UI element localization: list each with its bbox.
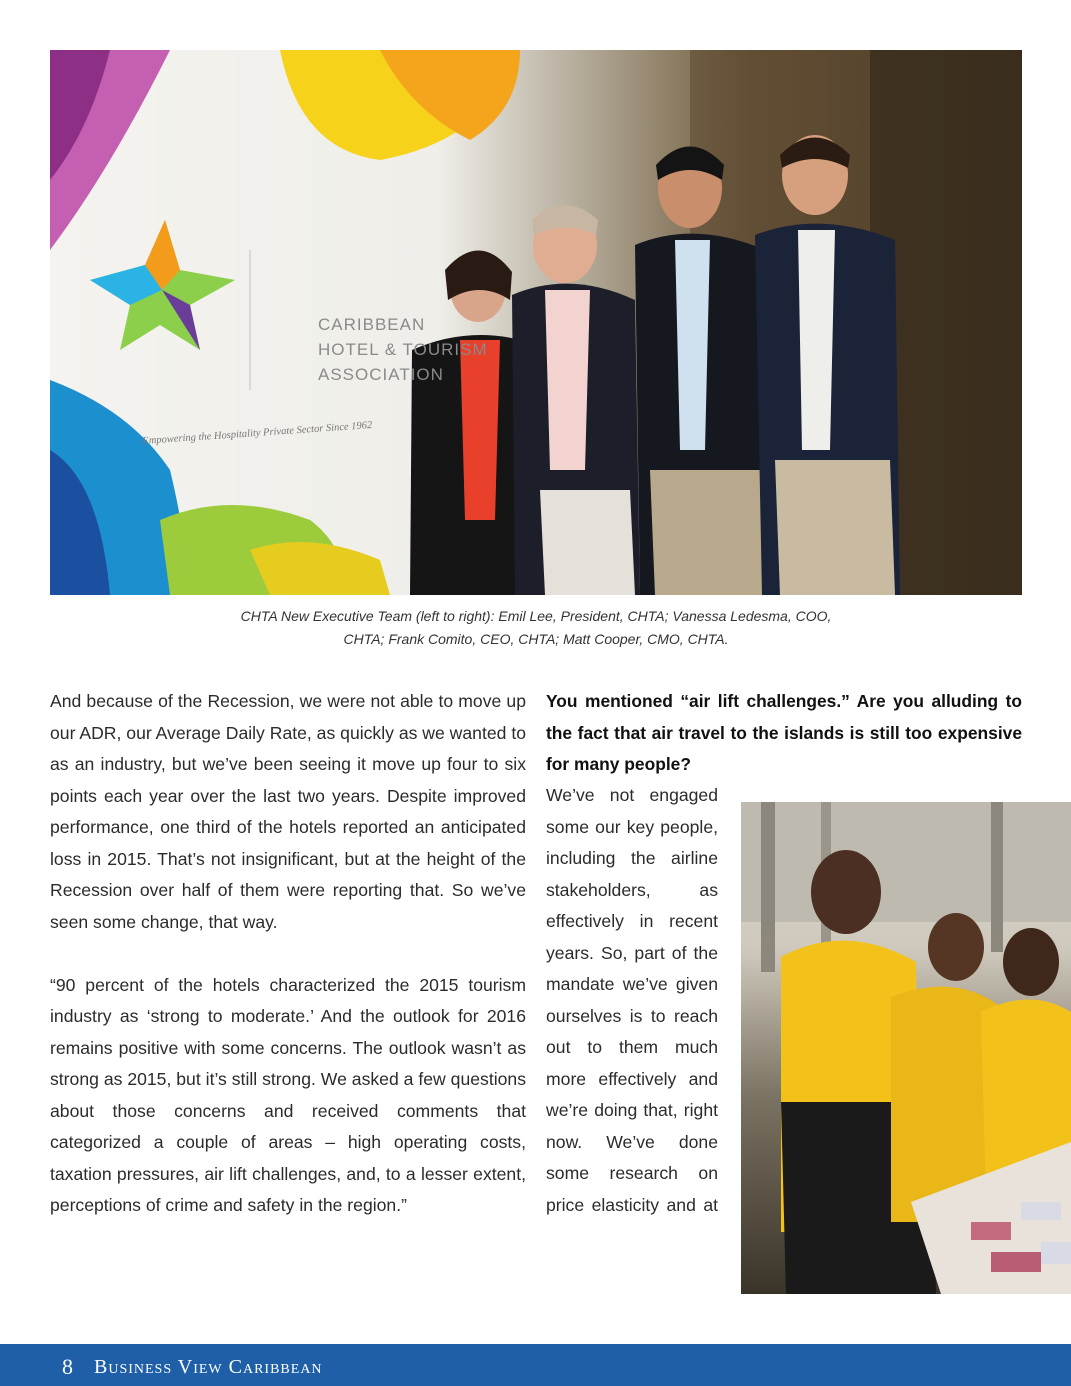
publication-title: Business View Caribbean (94, 1356, 323, 1378)
left-column (50, 686, 526, 1222)
executive-team-photo (50, 50, 1022, 595)
logo-line-2: HOTEL & TOURISM (318, 340, 488, 359)
interview-answer: We’ve not engaged some our key people, including the airline stakeholders, as effectively in recent years. So, part of the mandate we’ve given ourselves is to reach out to them much more effectively and we’re doing that, right now. We’ve done some research on price elasticity and at (546, 785, 718, 1215)
logo-line-3: ASSOCIATION (318, 365, 444, 384)
caption-line-1: CHTA New Executive Team (left to right): Emil Lee, President, CHTA; Vanessa Ledesma, COO, (240, 608, 832, 624)
caption-line-2: CHTA; Frank Comito, CEO, CHTA; Matt Cooper, CMO, CHTA. (343, 631, 729, 647)
logo-line-1: CARIBBEAN (318, 315, 426, 334)
banner-tagline: Empowering the Hospitality Private Sector Since 1962 (142, 419, 373, 447)
body-paragraph-1: And because of the Recession, we were not able to move up our ADR, our Average Daily Rate, as quickly as we wanted to as an industry, but we’ve been seeing it move up four to six points each year over the last two years. Despite improved performance, one third of the hotels reported an anticipated loss in 2015. That’s not insignificant, but at the height of the Recession over half of them were reporting that. So we’ve seen some change, that way. (50, 691, 526, 932)
volunteers-photo (741, 802, 1071, 1294)
association-logo-text (318, 312, 488, 387)
page-number: 8 (62, 1354, 73, 1379)
photo-illustration (50, 50, 1022, 595)
side-photo-illustration (741, 802, 1071, 1294)
body-paragraph-2: “90 percent of the hotels characterized the 2015 tourism industry as ‘strong to moderate.’ And the outlook for 2016 remains positive with some concerns. The outlook wasn’t as strong as 2015, but it’s still strong. We asked a few questions about those concerns and received comments that categorized a couple of areas – high operating costs, taxation pressures, air lift challenges, and, to a lesser extent, perceptions of crime and safety in the region.” (50, 974, 526, 1215)
interview-question: You mentioned “air lift challenges.” Are you alluding to the fact that air travel to the islands is still too expensive for many people? (546, 691, 1022, 774)
photo-caption (50, 605, 1022, 651)
